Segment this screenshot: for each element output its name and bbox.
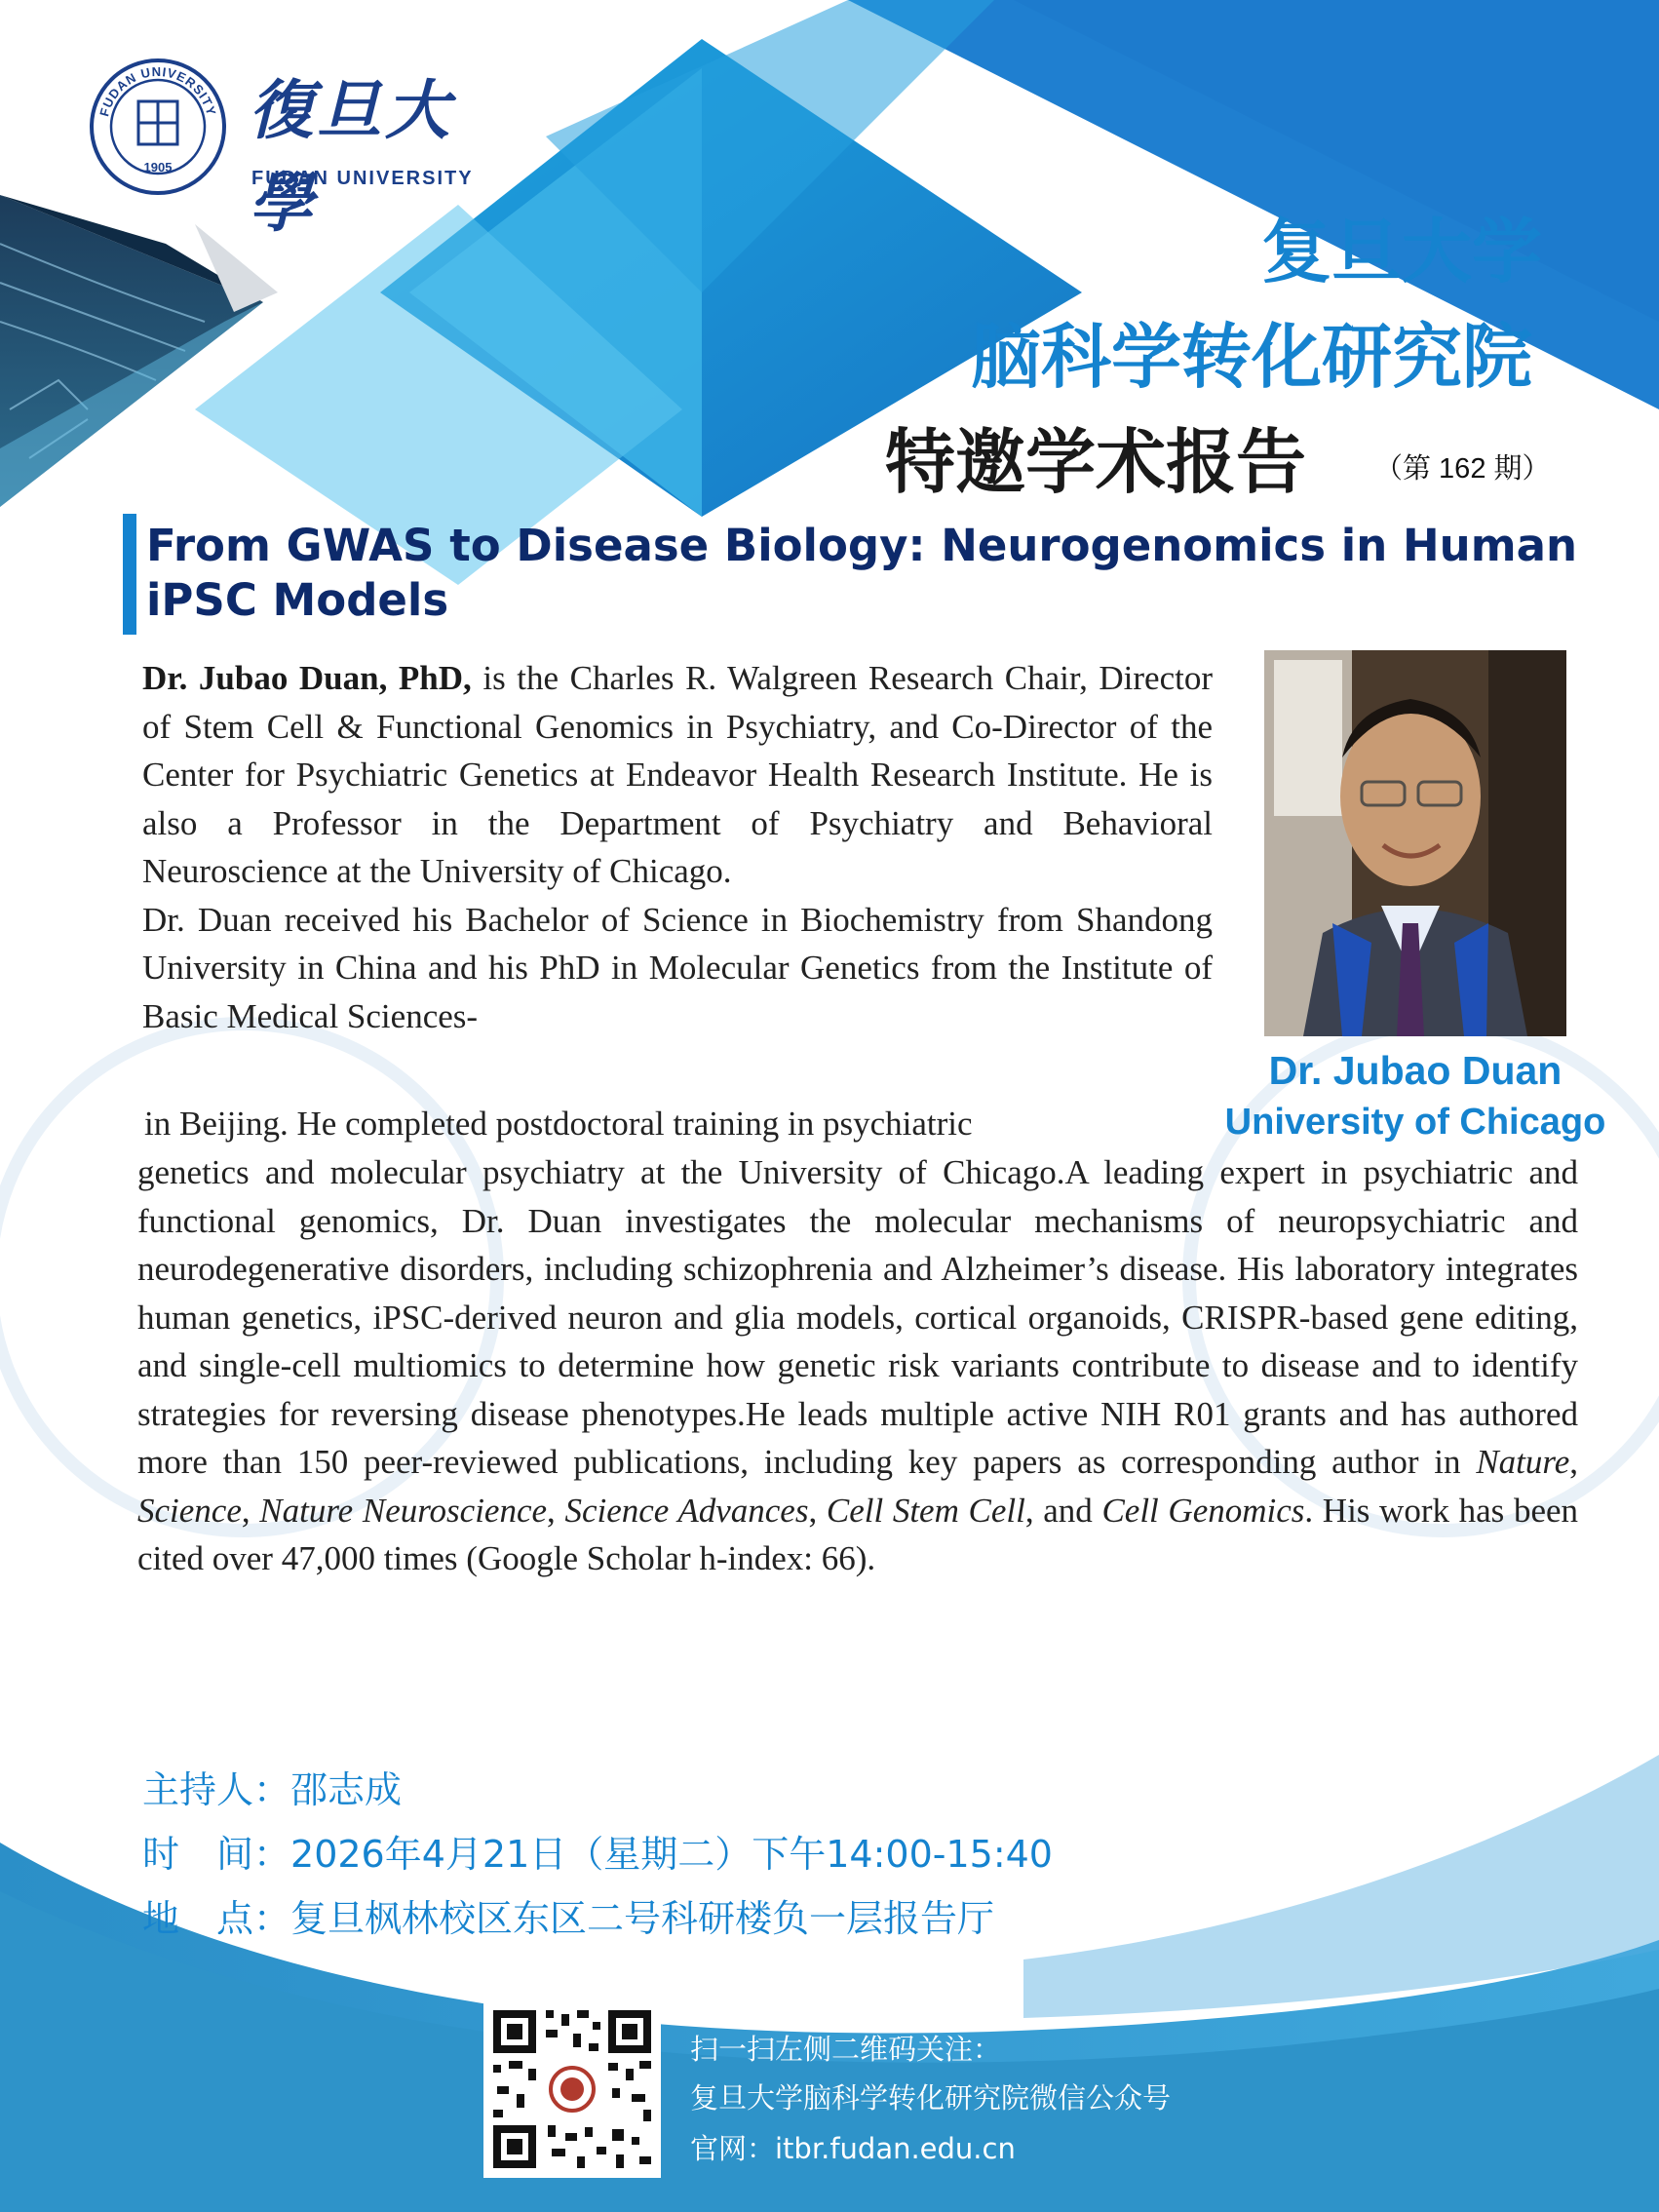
institute-line-3: 特邀学术报告 [885, 421, 1307, 503]
event-place: 地 点：复旦枫林校区东区二号科研楼负一层报告厅 [142, 1897, 995, 1940]
speaker-bio-top [142, 654, 1213, 1040]
footer-wechat: 复旦大学脑科学转化研究院微信公众号 [690, 2081, 1172, 2115]
seal-year: 1905 [143, 160, 173, 175]
journal-cell-genomics: Cell Genomics [1101, 1491, 1305, 1530]
bio-lead: Dr. Jubao Duan, PhD, [142, 659, 472, 697]
footer-website[interactable]: 官网：itbr.fudan.edu.cn [690, 2132, 1016, 2165]
speaker-name: Dr. Jubao Duan [1268, 1048, 1563, 1093]
journal-nature-neuroscience: Nature Neuroscience [259, 1491, 548, 1530]
speaker-portrait [1264, 650, 1566, 1036]
footer-scan-hint: 扫一扫左侧二维码关注： [690, 2033, 1002, 2066]
journal-science-advances: Science Advances [564, 1491, 809, 1530]
bio-p3-text: genetics and molecular psychiatry at the University of Chicago.A leading expert in psychiatric and functional genomics, Dr. Duan investigates the molecular mechanisms of neuropsychiatric and neurodegenerative disorders, including schizophrenia and Alzheimer’s disease. His laboratory integrates human genetics, iPSC-derived neuron and glia models, cortical organoids, CRISPR-based gene editing, and single-cell multiomics to determine how genetic risk variants contribute to disease and to identify strategies for reversing disease phenotypes.He leads multiple active NIH R01 grants and has authored more than 150 peer-reviewed publications, including key papers as corresponding author in [137, 1153, 1578, 1481]
place-value: 复旦枫林校区东区二号科研楼负一层报告厅 [290, 1897, 995, 1940]
event-host: 主持人：邵志成 [142, 1768, 403, 1811]
event-time: 时 间：2026年4月21日（星期二）下午14:00-15:40 [142, 1833, 1053, 1876]
university-name-en: FUDAN UNIVERSITY [251, 168, 474, 189]
journal-nature: Nature [1476, 1443, 1570, 1481]
bio-p3-first-line: in Beijing. He completed postdoctoral training in psychiatric [144, 1105, 973, 1143]
bio-p1-text: is the Charles R. Walgreen Research Chair, Director of Stem Cell & Functional Genomics in Psychiatry, and Co-Director of the Center for Psychiatric Genetics at Endeavor Health Research Institute. He is also a Professor in the Department of Psychiatry and Behavioral Neuroscience at the University of Chicago. [142, 659, 1214, 890]
seal-text: FUDAN UNIVERSITY [96, 63, 219, 119]
institute-line-2: 脑科学转化研究院 [970, 316, 1532, 398]
time-value: 2026年4月21日（星期二）下午14:00-15:40 [290, 1833, 1053, 1876]
speaker-affiliation: University of Chicago [1224, 1102, 1606, 1143]
fudan-logo [88, 57, 497, 241]
bio-paragraph-2: Dr. Duan received his Bachelor of Science in Biochemistry from Shandong University in China and his PhD in Molecular Genetics from the Institute of Basic Medical Sciences- [142, 900, 1213, 1035]
title-accent-bar [123, 514, 136, 635]
qr-code-icon[interactable] [483, 2000, 661, 2178]
university-name-cn: 復旦大學 [249, 72, 453, 241]
bio-paragraph-1 [142, 654, 1213, 896]
host-name: 邵志成 [290, 1768, 403, 1811]
speaker-bio-bottom: genetics and molecular psychiatry at the University of Chicago.A leading expert in psychiatric and functional genomics, Dr. Duan investigates the molecular mechanisms of neuropsychiatric and neurodegenerative disorders, including schizophrenia and Alzheimer’s disease. His laboratory integrates human genetics, iPSC-derived neuron and glia models, cortical organoids, CRISPR-based gene editing, and single-cell multiomics to determine how genetic risk variants contribute to disease and to identify strategies for reversing disease phenotypes.He leads multiple active NIH R01 grants and has authored more than 150 peer-reviewed publications, including key papers as corresponding author in Nature, Science, Nature Neuroscience, Science Advances, Cell Stem Cell, and Cell Genomics. His work has been cited over 47,000 times (Google Scholar h-index: 66). [137, 1153, 1579, 1577]
fudan-seal-icon [88, 57, 228, 197]
journal-cell-stem-cell: Cell Stem Cell [826, 1491, 1025, 1530]
issue-number: （第 162 期） [1374, 453, 1551, 485]
talk-title: From GWAS to Disease Biology: Neurogenomics in Human iPSC Models [146, 520, 1577, 626]
journal-science: Science [137, 1491, 242, 1530]
institute-line-1: 复旦大学 [1260, 211, 1542, 292]
bio-end: . His work has been cited over 47,000 times (Google Scholar h-index: 66). [137, 1491, 1579, 1577]
